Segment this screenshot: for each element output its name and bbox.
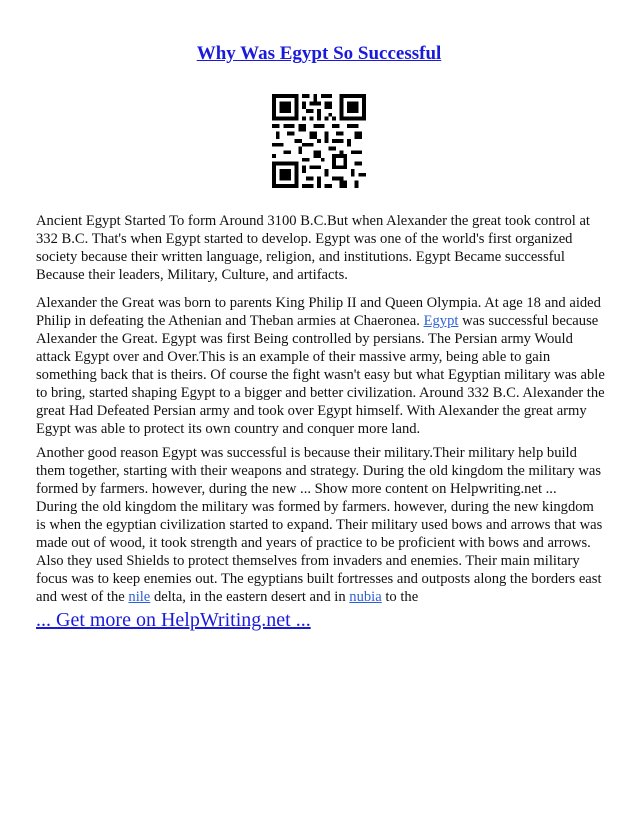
paragraph-military-text-3: delta, in the eastern desert and in (150, 589, 350, 605)
paragraph-military-text-1: Another good reason Egypt was successful is because their military.Their military help build them together, starting with their weapons and strategy. During the old kingdom the military was formed by farmers. however, during the new ... Show more content on Helpwriting.net ... (36, 445, 602, 497)
paragraph-alexander-text-2: was successful because Alexander the Great. Egypt was first Being controlled by persians. The Persian army Would attack Egypt over and Over.This is an example of their massive army, being able to gain something back that is theirs. Of course the fight wasn't easy but what Egyptian military was able to bring, started shaping Egypt to a bigger and better civilization. Around 332 B.C. Alexander the great Had Defeated Persian army and took over Egypt himself. With Alexander the great army Egypt was able to protect its own country and conquer more land. (36, 313, 605, 437)
paragraph-alexander-text-1: Alexander the Great was born to parents King Philip II and Queen Olympia. At age 18 and aided Philip in defeating the Athenian and Theban armies at Chaeronea. (36, 295, 601, 329)
paragraph-military-text-2: During the old kingdom the military was formed by farmers. however, during the new kingdom is when the egyptian civilization started to expand. Their military used bows and arrows that was made out of wood, it took strength and years of practice to be proficient with bows and arrows. Also they used Shields to protect themselves from invaders and enemies. Their main military focus was to keep enemies out. The egyptians built fortresses and outposts along the borders east and west of the (36, 499, 603, 605)
paragraph-alexander (36, 294, 606, 438)
paragraph-military-text-4: to the (381, 589, 419, 605)
document-title-link[interactable]: Why Was Egypt So Successful (196, 43, 442, 64)
nile-link[interactable]: nile (128, 589, 151, 605)
nubia-link[interactable]: nubia (349, 589, 382, 605)
paragraph-intro: Ancient Egypt Started To form Around 3100 B.C.But when Alexander the great took control at 332 B.C. That's when Egypt started to develop. Egypt was one of the world's first organized society because their written language, religion, and institutions. Egypt Became successful Because their leaders, Military, Culture, and artifacts. (36, 213, 590, 283)
get-more-link[interactable]: ... Get more on HelpWriting.net ... (36, 609, 311, 631)
paragraph-military (36, 444, 606, 606)
egypt-link[interactable]: Egypt (423, 313, 459, 329)
qr-code-icon (272, 94, 366, 188)
